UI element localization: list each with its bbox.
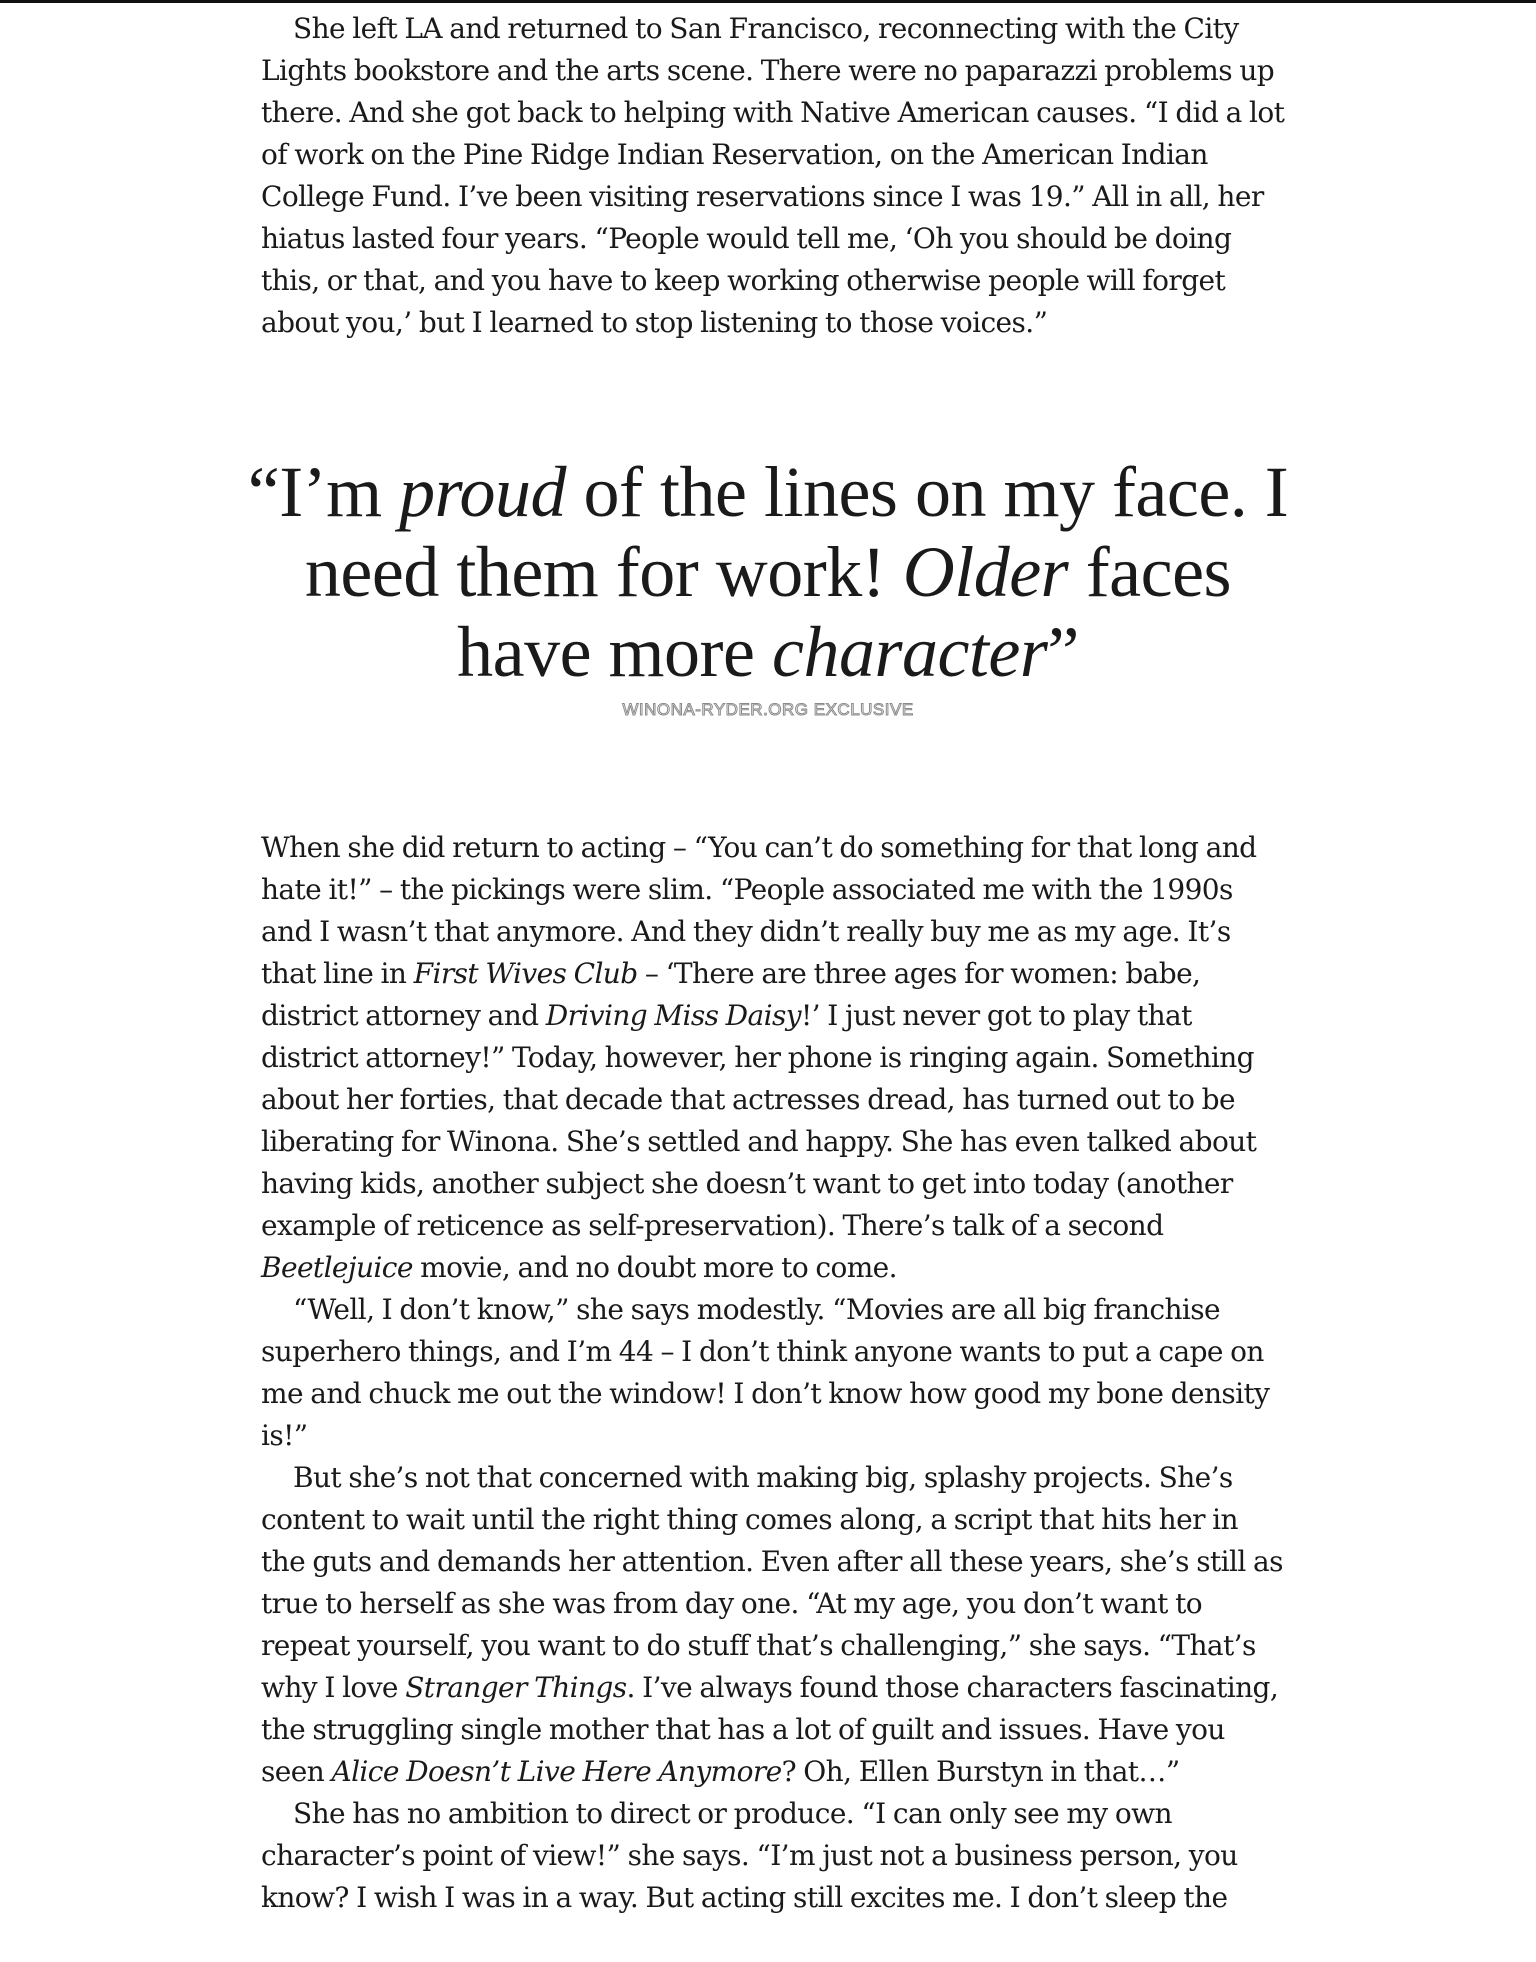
text-run: !’ I just never got to play that district attorney!” Today, however, her phone is ringing again. Something about her forties, that decade that actresses dread, has turned out to be liberating for Winona. She’s settled and happy. She has even talked about having kids, another subject she doesn’t want to get into today (another example of reticence as self-preservation). There’s talk of a second [261,999,1257,1242]
italic-text: Driving Miss Daisy [545,999,801,1032]
italic-text: proud [399,452,567,532]
pull-quote [231,452,1305,720]
article-body-top [261,8,1285,344]
text-run: “Well, I don’t know,” she says modestly. “Movies are all big franchise superhero things, and I’m 44 – I don’t think anyone wants to put a cape on me and chuck me out the window! I don’t know how good my bone density is!” [261,1293,1270,1452]
italic-text: Beetlejuice [261,1251,413,1284]
article-body-bottom [261,827,1285,1919]
text-run: faces have more [457,532,1232,692]
text-run: But she’s not that concerned with making big, splashy projects. She’s content to wait until the right thing comes along, a script that hits her in the guts and demands her attention. Even after all these years, she’s still as true to herself as she was from day one. “At my age, you don’t want to repeat yourself, you want to do stuff that’s challenging,” she says. “That’s why I love [261,1461,1283,1704]
italic-text: Stranger Things [405,1671,627,1704]
article-paragraph [261,1457,1285,1793]
text-run: ? Oh, Ellen Burstyn in that…” [781,1755,1180,1788]
italic-text: Older [902,532,1069,612]
text-run: When she did return to acting – “You can’t do something for that long and hate it!” – the pickings were slim. “People associated me with the 1990s and I wasn’t that anymore. And they didn’t really buy me as my age. It’s that line in [261,831,1257,990]
pull-quote-credit: WINONA-RYDER.ORG EXCLUSIVE [622,700,914,719]
article-paragraph [261,1793,1285,1919]
text-run: of the lines on my face. I need them for work! [304,452,1289,612]
text-run: She left LA and returned to San Francisco, reconnecting with the City Lights bookstore and the arts scene. There were no paparazzi problems up there. And she got back to helping with Native American causes. “I did a lot of work on the Pine Ridge Indian Reservation, on the American Indian College Fund. I’ve been visiting reservations since I was 19.” All in all, her hiatus lasted four years. “People would tell me, ‘Oh you should be doing this, or that, and you have to keep working otherwise people will forget about you,’ but I learned to stop listening to those voices.” [261,12,1285,339]
pull-quote-text [231,452,1305,692]
text-run: She has no ambition to direct or produce. “I can only see my own character’s point of view!” she says. “I’m just not a business person, you know? I wish I was in a way. But acting still excites me. I don’t sleep the [261,1797,1238,1914]
article-paragraph [261,1289,1285,1457]
italic-text: First Wives Club [413,957,638,990]
article-paragraph [261,8,1285,344]
article-paragraph [261,827,1285,1289]
top-rule [0,0,1536,3]
text-run: movie, and no doubt more to come. [412,1251,897,1284]
text-run: “I’m [247,452,400,532]
italic-text: Alice Doesn’t Live Here Anymore [331,1755,782,1788]
text-run: ” [1047,612,1079,692]
italic-text: character [771,612,1048,692]
text-run: – ‘There are three ages for women: babe, district attorney and [261,957,1201,1032]
text-run: . I’ve always found those characters fascinating, the struggling single mother that has a lot of guilt and issues. Have you seen [261,1671,1279,1788]
